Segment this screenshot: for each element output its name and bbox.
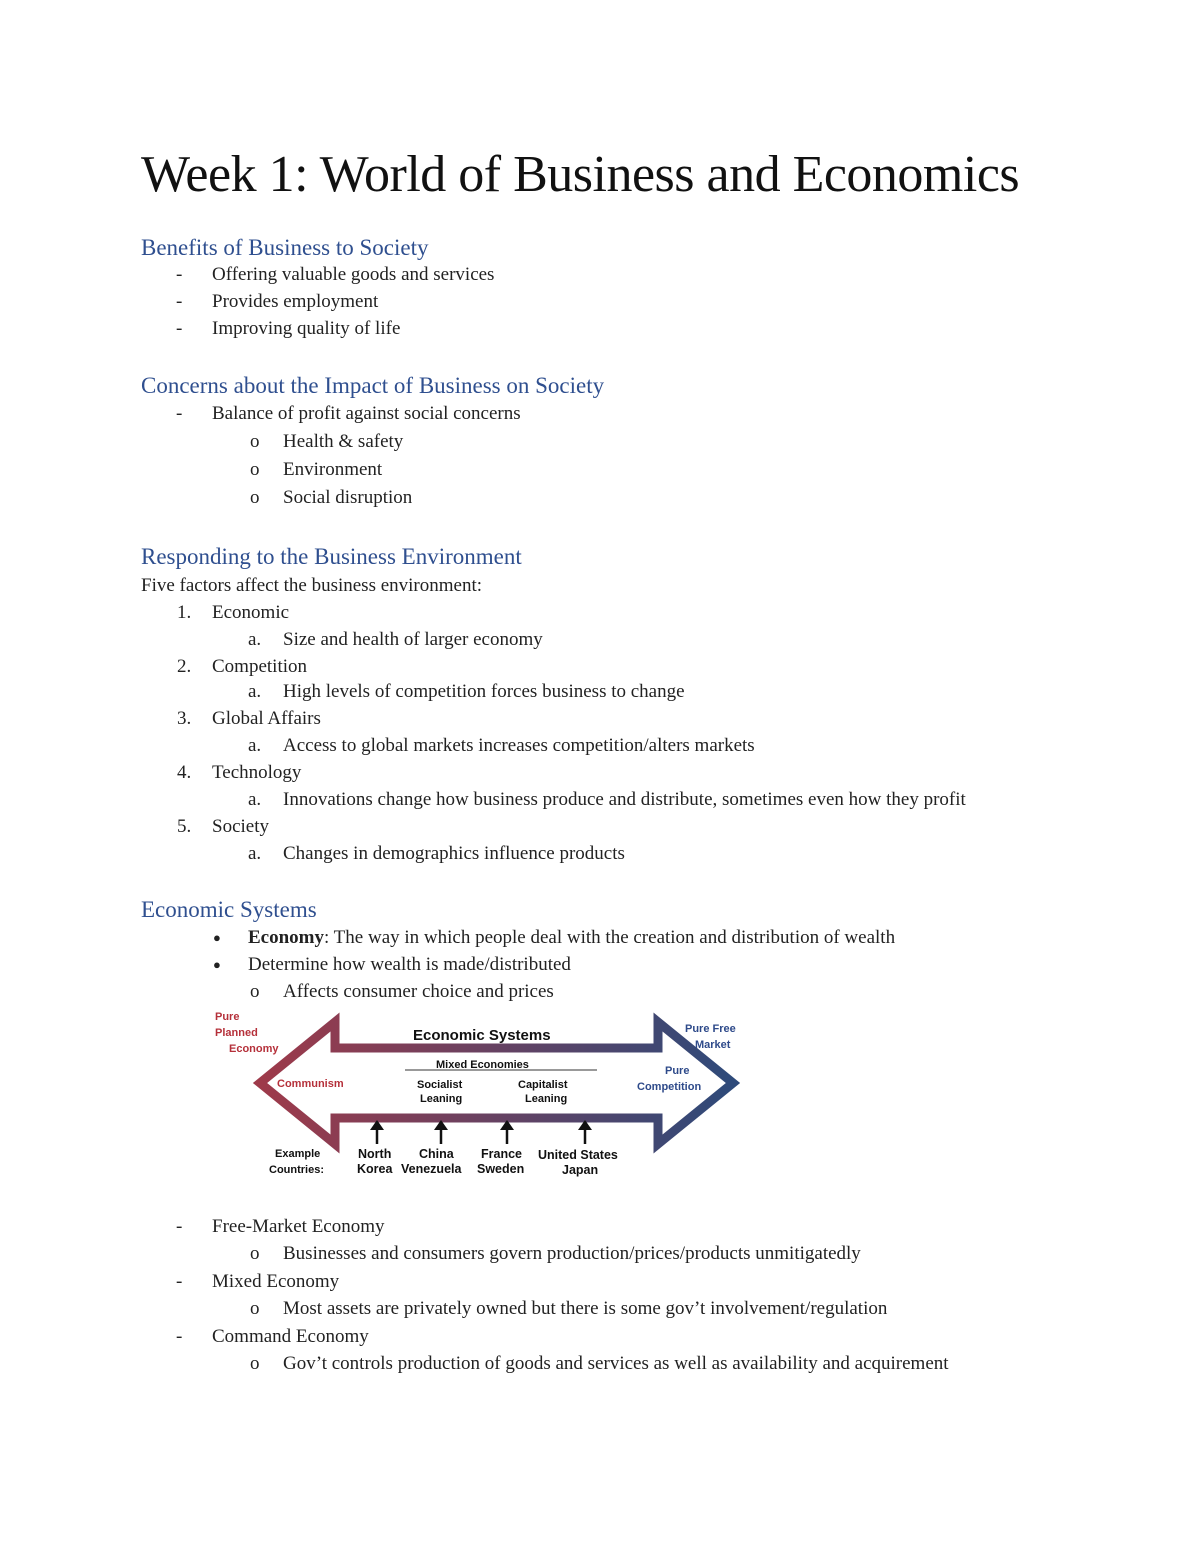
capitalist-label: Capitalist [518, 1079, 568, 1091]
dash-marker: - [176, 403, 183, 424]
countries-label: Countries: [269, 1164, 324, 1176]
country-china: China [419, 1147, 454, 1161]
economy-type: Free-Market Economy [212, 1216, 385, 1237]
bullet-marker: ● [213, 930, 221, 945]
country-north: North [358, 1147, 392, 1161]
left-end-label-3: Economy [229, 1043, 279, 1055]
sub-letter: a. [248, 843, 262, 864]
factor-item: Society [212, 816, 269, 837]
page-title: Week 1: World of Business and Economics [141, 146, 1020, 203]
sub-list-item: Health & safety [283, 431, 404, 452]
country-labels [357, 1147, 618, 1177]
list-number: 4. [177, 762, 192, 783]
socialist-leaning-label: Leaning [420, 1093, 463, 1105]
factor-sub-item: Changes in demographics influence products [283, 843, 625, 864]
sub-letter: a. [248, 735, 262, 756]
pure-label: Pure [665, 1065, 690, 1077]
list-number: 3. [177, 708, 192, 729]
sub-letter: a. [248, 789, 262, 810]
left-end-label-2: Planned [215, 1027, 258, 1039]
dash-marker: - [176, 1216, 183, 1237]
factor-item: Economic [212, 602, 290, 623]
section-heading-benefits: Benefits of Business to Society [141, 235, 429, 260]
section-heading-concerns: Concerns about the Impact of Business on Society [141, 373, 605, 398]
economy-type: Mixed Economy [212, 1271, 340, 1292]
capitalist-leaning-label: Leaning [525, 1093, 568, 1105]
list-number: 5. [177, 816, 192, 837]
dash-marker: - [176, 291, 183, 312]
economic-systems-diagram [215, 1008, 755, 1188]
circle-marker: o [250, 431, 260, 452]
sub-letter: a. [248, 629, 262, 650]
circle-marker: o [250, 1353, 260, 1374]
sub-list-item: Affects consumer choice and prices [283, 981, 554, 1002]
communism-label: Communism [277, 1078, 344, 1090]
left-end-label-1: Pure [215, 1011, 240, 1023]
sub-list-item: Social disruption [283, 487, 413, 508]
mixed-economies-label: Mixed Economies [436, 1059, 529, 1071]
dash-marker: - [176, 1326, 183, 1347]
circle-marker: o [250, 1243, 260, 1264]
bullet-marker: ● [213, 957, 221, 972]
sub-letter: a. [248, 681, 262, 702]
socialist-label: Socialist [417, 1079, 463, 1091]
right-end-label-1: Pure Free [685, 1023, 736, 1035]
economy-definition [248, 926, 895, 950]
intro-text: Five factors affect the business environment: [141, 575, 483, 596]
country-japan: Japan [562, 1163, 599, 1177]
circle-marker: o [250, 981, 260, 1002]
economy-type-detail: Businesses and consumers govern production/prices/products unmitigatedly [283, 1243, 861, 1264]
list-number: 1. [177, 602, 192, 623]
factor-sub-item: Innovations change how business produce and distribute, sometimes even how they profit [283, 789, 966, 810]
country-united-states: United States [538, 1148, 618, 1162]
circle-marker: o [250, 487, 260, 508]
economy-type-detail: Gov’t controls production of goods and services as well as availability and acquirement [283, 1353, 949, 1374]
circle-marker: o [250, 459, 260, 480]
economy-type: Command Economy [212, 1326, 369, 1347]
right-end-label-2: Market [695, 1039, 731, 1051]
up-arrows [370, 1120, 592, 1144]
factor-sub-item: Access to global markets increases competition/alters markets [283, 735, 755, 756]
list-item: Improving quality of life [212, 318, 401, 339]
country-sweden: Sweden [477, 1162, 525, 1176]
factor-item: Global Affairs [212, 708, 321, 729]
dash-marker: - [176, 264, 183, 285]
list-item: Provides employment [212, 291, 379, 312]
section-heading-systems: Economic Systems [141, 897, 317, 922]
country-venezuela: Venezuela [401, 1162, 462, 1176]
list-item: Offering valuable goods and services [212, 264, 495, 285]
factor-sub-item: Size and health of larger economy [283, 629, 543, 650]
list-number: 2. [177, 656, 192, 677]
example-label: Example [275, 1148, 321, 1160]
economy-type-detail: Most assets are privately owned but there is some gov’t involvement/regulation [283, 1298, 888, 1319]
dash-marker: - [176, 318, 183, 339]
factor-item: Competition [212, 656, 307, 677]
sub-list-item: Environment [283, 459, 383, 480]
country-korea: Korea [357, 1162, 393, 1176]
diagram-title: Economic Systems [413, 1027, 551, 1044]
factor-item: Technology [212, 762, 302, 783]
competition-label: Competition [637, 1081, 702, 1093]
economy-term: Economy [248, 927, 324, 948]
circle-marker: o [250, 1298, 260, 1319]
factor-sub-item: High levels of competition forces business to change [283, 681, 685, 702]
list-item: Determine how wealth is made/distributed [248, 954, 571, 975]
country-france: France [481, 1147, 522, 1161]
dash-marker: - [176, 1271, 183, 1292]
list-item: Balance of profit against social concerns [212, 403, 521, 424]
economy-def-text: : The way in which people deal with the creation and distribution of wealth [324, 927, 896, 948]
economic-systems-svg [215, 1008, 755, 1188]
section-heading-responding: Responding to the Business Environment [141, 544, 522, 569]
